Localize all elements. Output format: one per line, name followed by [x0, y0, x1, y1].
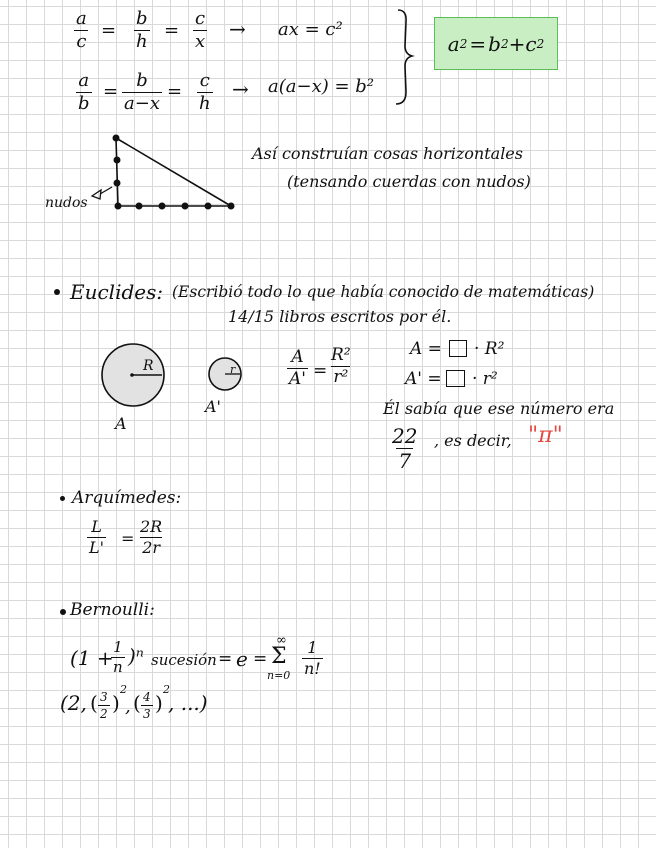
- numerator: 1: [307, 638, 318, 657]
- paren-close: ): [112, 691, 120, 715]
- rope-caption-line-1: Así construían cosas horizontales: [252, 144, 523, 163]
- numerator: 1: [113, 638, 123, 656]
- list-comma: ,: [125, 696, 131, 717]
- denominator: 7: [398, 449, 412, 473]
- denominator: n!: [304, 659, 321, 678]
- numerator: b: [136, 8, 148, 29]
- numerator: L: [91, 517, 102, 536]
- equals-sign: =: [164, 20, 180, 41]
- equals-sign: =: [121, 529, 135, 548]
- sum-upper-limit: ∞: [276, 633, 287, 648]
- big-radius-label: R: [143, 358, 154, 374]
- equals-sign: =: [103, 81, 119, 102]
- arrow-icon: →: [232, 77, 249, 101]
- pi-approximation-fraction: [390, 426, 419, 471]
- exponent: 2: [459, 36, 468, 51]
- one-over-n-fraction: [111, 640, 125, 675]
- equals-sign: =: [101, 20, 117, 41]
- heading-bernoulli: Bernoulli:: [70, 600, 155, 620]
- paren-open: (: [90, 691, 98, 715]
- paren-open: (: [133, 691, 141, 715]
- big-circle-label: A: [115, 414, 127, 433]
- arrow-icon: →: [229, 17, 246, 41]
- equation-result: ax = c²: [278, 19, 343, 40]
- heading-arquimedes: Arquímedes:: [72, 488, 182, 508]
- length-ratio-fraction: [87, 519, 106, 556]
- exponent: 2: [500, 36, 509, 51]
- three-halves-fraction: [98, 691, 110, 720]
- denominator: 3: [143, 707, 151, 721]
- blank-square-icon: [446, 370, 465, 387]
- sum-lower-limit: n=0: [267, 669, 291, 682]
- sequence-open: (1 +: [70, 646, 114, 670]
- small-circle-label: A': [205, 397, 221, 416]
- e-symbol: e: [236, 647, 248, 671]
- denominator: 2: [100, 707, 108, 721]
- radius-ratio-fraction: [329, 347, 353, 386]
- denominator: r²: [333, 367, 349, 387]
- formula-area-small-left: A' =: [405, 369, 442, 389]
- four-thirds-fraction: [141, 691, 153, 720]
- list-open: (2,: [60, 691, 87, 715]
- list-close: , ...): [168, 691, 208, 715]
- denominator: L': [89, 538, 105, 557]
- numerator: 4: [143, 690, 151, 704]
- numerator: a: [76, 8, 87, 29]
- numerator: 3: [100, 690, 108, 704]
- one-over-n-factorial-fraction: [302, 640, 323, 677]
- exponent: 2: [163, 683, 170, 696]
- term-b: b: [488, 31, 501, 56]
- exponent: 2: [120, 683, 127, 696]
- euclides-paren-note: (Escribió todo lo que había conocido de matemáticas): [172, 283, 595, 301]
- heading-euclides: Euclides:: [70, 280, 164, 304]
- numerator: a: [78, 70, 90, 91]
- equals-sign: =: [253, 649, 268, 669]
- plus-sign: +: [508, 31, 526, 56]
- denominator: a−x: [124, 93, 160, 114]
- pi-es-decir-text: , es decir,: [434, 431, 512, 450]
- equals-sign: =: [167, 81, 183, 102]
- numerator: A: [291, 347, 304, 367]
- numerator: b: [136, 70, 148, 91]
- denominator: x: [195, 31, 206, 52]
- numerator: 2R: [140, 517, 163, 536]
- numerator: c: [199, 70, 210, 91]
- denominator: c: [76, 31, 87, 52]
- bullet-icon: [60, 496, 65, 501]
- small-radius-label: r: [230, 363, 236, 376]
- denominator: b: [78, 93, 90, 114]
- denominator: h: [136, 31, 148, 52]
- denominator: n: [113, 658, 123, 676]
- formula-area-big-left: A =: [410, 339, 442, 359]
- knew-number-line: Él sabía que ese número era: [383, 399, 615, 418]
- numerator: 22: [392, 424, 418, 448]
- sequence-close: )ⁿ: [128, 644, 144, 668]
- diameter-ratio-fraction: [138, 519, 164, 556]
- numerator: c: [195, 8, 206, 29]
- area-ratio-fraction: [287, 349, 308, 388]
- bullet-icon: [60, 609, 66, 615]
- equals-sign: =: [218, 649, 233, 669]
- term-c: c: [525, 31, 537, 56]
- equals-sign: =: [313, 361, 328, 381]
- pi-symbol: "π": [528, 423, 563, 448]
- denominator: 2r: [142, 538, 161, 557]
- equation-result: a(a−x) = b²: [268, 76, 375, 97]
- rope-caption-line-2: (tensando cuerdas con nudos): [287, 172, 531, 191]
- numerator: R²: [331, 345, 351, 365]
- blank-square-icon: [449, 340, 467, 357]
- equals-sign: =: [469, 31, 487, 56]
- exponent: 2: [536, 36, 545, 51]
- label-nudos: nudos: [45, 195, 88, 211]
- euclides-books-note: 14/15 libros escritos por él.: [228, 307, 452, 326]
- denominator: A': [289, 369, 306, 389]
- term-a: a: [447, 31, 460, 56]
- word-sucesion: sucesión: [151, 651, 217, 669]
- paren-close: ): [155, 691, 163, 715]
- formula-area-big-right: · R²: [474, 339, 505, 359]
- denominator: h: [199, 93, 211, 114]
- formula-area-small-right: · r²: [472, 369, 498, 389]
- sum-sign-icon: Σ: [271, 644, 287, 669]
